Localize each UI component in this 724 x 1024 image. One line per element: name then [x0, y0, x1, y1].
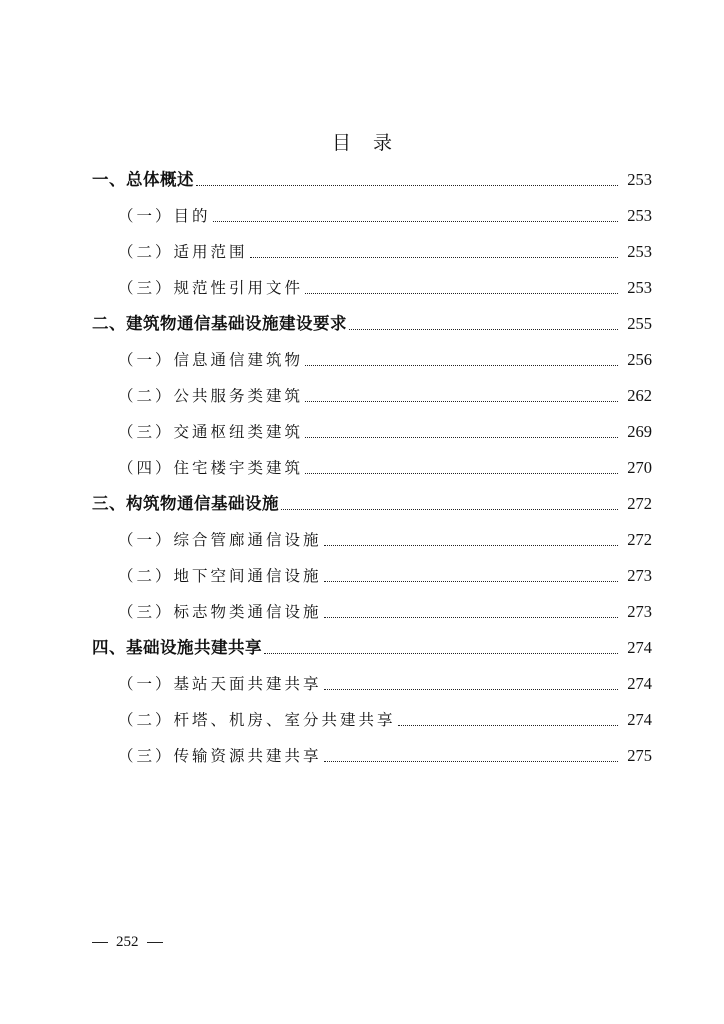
toc-entry-page-number: 253 [627, 206, 652, 225]
toc-section-entry[interactable] [92, 482, 652, 518]
toc-entry-page-number: 255 [627, 314, 652, 333]
toc-subsection-entry[interactable] [92, 374, 652, 410]
toc-entry-label: （二）杆塔、机房、室分共建共享 [118, 711, 396, 729]
toc-entry-page-number: 256 [627, 350, 652, 369]
toc-entry-label: （二）公共服务类建筑 [118, 387, 304, 405]
toc-dot-leader [305, 437, 618, 438]
toc-entry-label: （三）规范性引用文件 [118, 279, 304, 297]
toc-dot-leader [324, 545, 618, 546]
toc-section-entry[interactable] [92, 158, 652, 194]
toc-dot-leader [213, 221, 618, 222]
toc-dot-leader [250, 257, 618, 258]
toc-entry-label: （二）适用范围 [118, 243, 248, 261]
toc-entry-label: （一）信息通信建筑物 [118, 351, 304, 369]
toc-subsection-entry[interactable] [92, 590, 652, 626]
footer-dash-right [147, 942, 163, 943]
toc-entry-label: （三）交通枢纽类建筑 [118, 423, 304, 441]
toc-subsection-entry[interactable] [92, 446, 652, 482]
toc-entry-label: 三、构筑物通信基础设施 [92, 494, 279, 513]
toc-list [92, 158, 652, 770]
toc-section-entry[interactable] [92, 626, 652, 662]
toc-entry-label: （三）传输资源共建共享 [118, 747, 322, 765]
toc-entry-page-number: 272 [627, 494, 652, 513]
toc-entry-label: （四）住宅楼宇类建筑 [118, 459, 304, 477]
toc-entry-page-number: 273 [627, 566, 652, 585]
toc-entry-page-number: 253 [627, 170, 652, 189]
toc-entry-label: 四、基础设施共建共享 [92, 638, 262, 657]
toc-subsection-entry[interactable] [92, 734, 652, 770]
toc-dot-leader [324, 617, 618, 618]
toc-subsection-entry[interactable] [92, 662, 652, 698]
toc-entry-page-number: 253 [627, 242, 652, 261]
footer-page-number [92, 934, 163, 951]
toc-subsection-entry[interactable] [92, 338, 652, 374]
toc-dot-leader [305, 293, 618, 294]
toc-dot-leader [305, 401, 618, 402]
toc-entry-label: （一）目的 [118, 207, 211, 225]
toc-entry-label: 二、建筑物通信基础设施建设要求 [92, 314, 347, 333]
toc-dot-leader [324, 581, 618, 582]
footer-page-number-text: 252 [116, 934, 139, 950]
toc-dot-leader [281, 509, 618, 510]
toc-subsection-entry[interactable] [92, 230, 652, 266]
toc-dot-leader [305, 473, 618, 474]
toc-dot-leader [264, 653, 618, 654]
toc-entry-label: （一）综合管廊通信设施 [118, 531, 322, 549]
toc-entry-label: （一）基站天面共建共享 [118, 675, 322, 693]
footer-dash-left [92, 942, 108, 943]
toc-subsection-entry[interactable] [92, 194, 652, 230]
toc-dot-leader [398, 725, 618, 726]
toc-title-part2: 录 [373, 132, 393, 154]
toc-entry-page-number: 273 [627, 602, 652, 621]
toc-entry-page-number: 262 [627, 386, 652, 405]
toc-entry-page-number: 269 [627, 422, 652, 441]
toc-title [0, 128, 724, 155]
toc-entry-label: （三）标志物类通信设施 [118, 603, 322, 621]
toc-subsection-entry[interactable] [92, 698, 652, 734]
toc-title-part1: 目 [331, 132, 351, 154]
toc-dot-leader [324, 689, 618, 690]
toc-subsection-entry[interactable] [92, 518, 652, 554]
toc-entry-page-number: 274 [627, 710, 652, 729]
toc-entry-page-number: 274 [627, 674, 652, 693]
toc-dot-leader [196, 185, 618, 186]
toc-entry-page-number: 272 [627, 530, 652, 549]
toc-dot-leader [349, 329, 618, 330]
toc-entry-page-number: 270 [627, 458, 652, 477]
toc-subsection-entry[interactable] [92, 554, 652, 590]
toc-entry-page-number: 253 [627, 278, 652, 297]
toc-subsection-entry[interactable] [92, 410, 652, 446]
toc-section-entry[interactable] [92, 302, 652, 338]
toc-entry-label: （二）地下空间通信设施 [118, 567, 322, 585]
toc-entry-label: 一、总体概述 [92, 170, 194, 189]
toc-dot-leader [305, 365, 618, 366]
toc-dot-leader [324, 761, 618, 762]
toc-subsection-entry[interactable] [92, 266, 652, 302]
toc-entry-page-number: 275 [627, 746, 652, 765]
toc-entry-page-number: 274 [627, 638, 652, 657]
